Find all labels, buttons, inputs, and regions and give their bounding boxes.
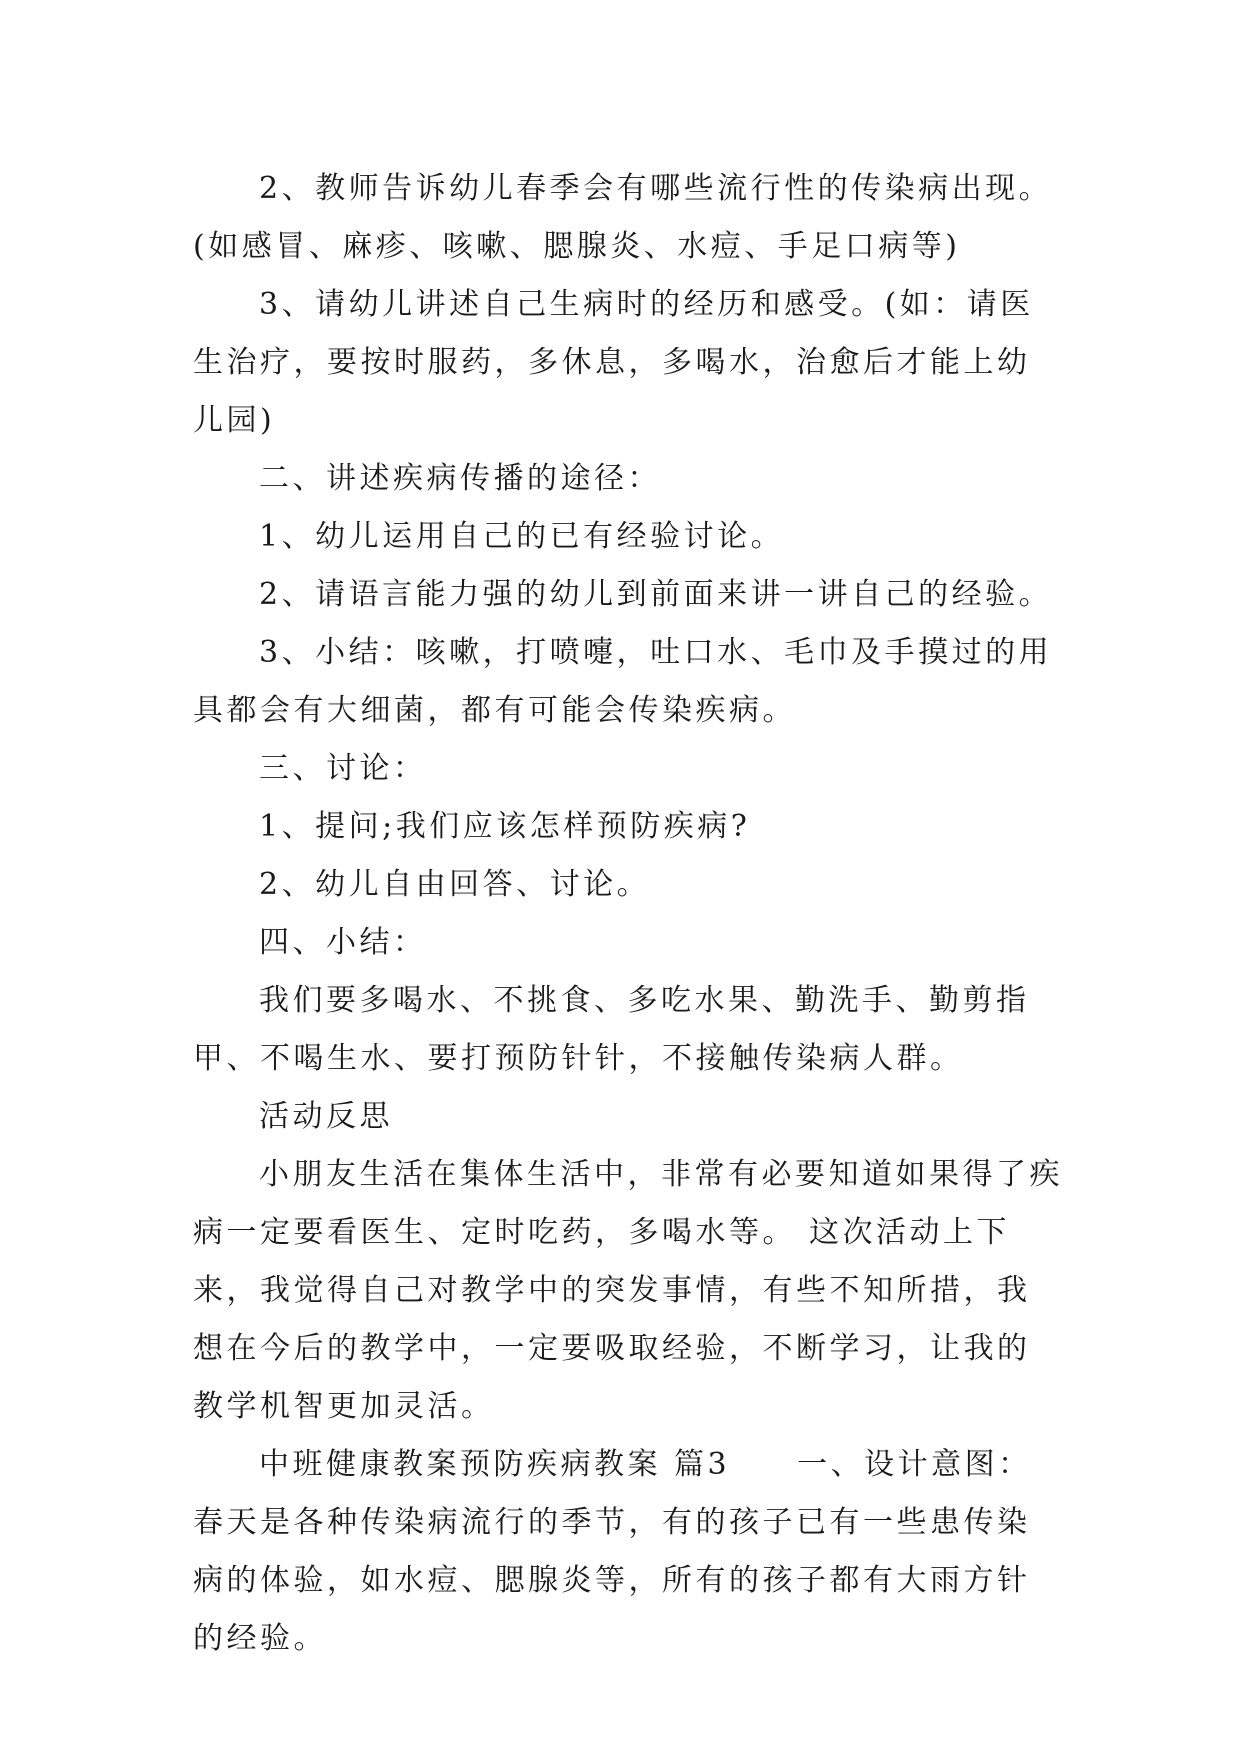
paragraph-activity-step-2: 2、教师告诉幼儿春季会有哪些流行性的传染病出现。(如感冒、麻疹、咳嗽、腮腺炎、水痘、手足口病等) [193,171,1053,264]
paragraph-lesson-3-intro: 中班健康教案预防疾病教案 篇3 一、设计意图：春天是各种传染病流行的季节，有的孩子已有一些患传染病的体验，如水痘、腮腺炎等，所有的孩子都有大雨方针的经验。 [193,1447,1032,1656]
paragraph-summary: 我们要多喝水、不挑食、多吃水果、勤洗手、勤剪指甲、不喝生水、要打预防针针，不接触传染病人群。 [193,983,1030,1076]
section-heading-reflection: 活动反思 [259,1099,393,1134]
section-heading-transmission: 二、讲述疾病传播的途径： [259,461,661,496]
paragraph-discussion-step-2: 2、幼儿自由回答、讨论。 [259,867,651,902]
paragraph-reflection: 小朋友生活在集体生活中，非常有必要知道如果得了疾病一定要看医生、定时吃药，多喝水等。 这次活动上下来，我觉得自己对教学中的突发事情，有些不知所措，我想在今后的教学中，一定要吸取经验，不断学习，让我的教学机智更加灵活。 [193,1157,1063,1424]
paragraph-transmission-step-2: 2、请语言能力强的幼儿到前面来讲一讲自己的经验。 [259,577,1053,612]
section-heading-discussion: 三、讨论： [259,751,427,786]
section-heading-summary: 四、小结： [259,925,427,960]
paragraph-activity-step-3: 3、请幼儿讲述自己生病时的经历和感受。(如：请医生治疗，要按时服药，多休息，多喝水，治愈后才能上幼儿园) [193,287,1034,438]
document-body [193,160,1063,1668]
paragraph-discussion-step-1: 1、提问;我们应该怎样预防疾病? [259,809,751,844]
paragraph-transmission-step-1: 1、幼儿运用自己的已有经验讨论。 [259,519,785,554]
paragraph-transmission-summary: 3、小结：咳嗽，打喷嚏，吐口水、毛巾及手摸过的用具都会有大细菌，都有可能会传染疾病。 [193,635,1053,728]
